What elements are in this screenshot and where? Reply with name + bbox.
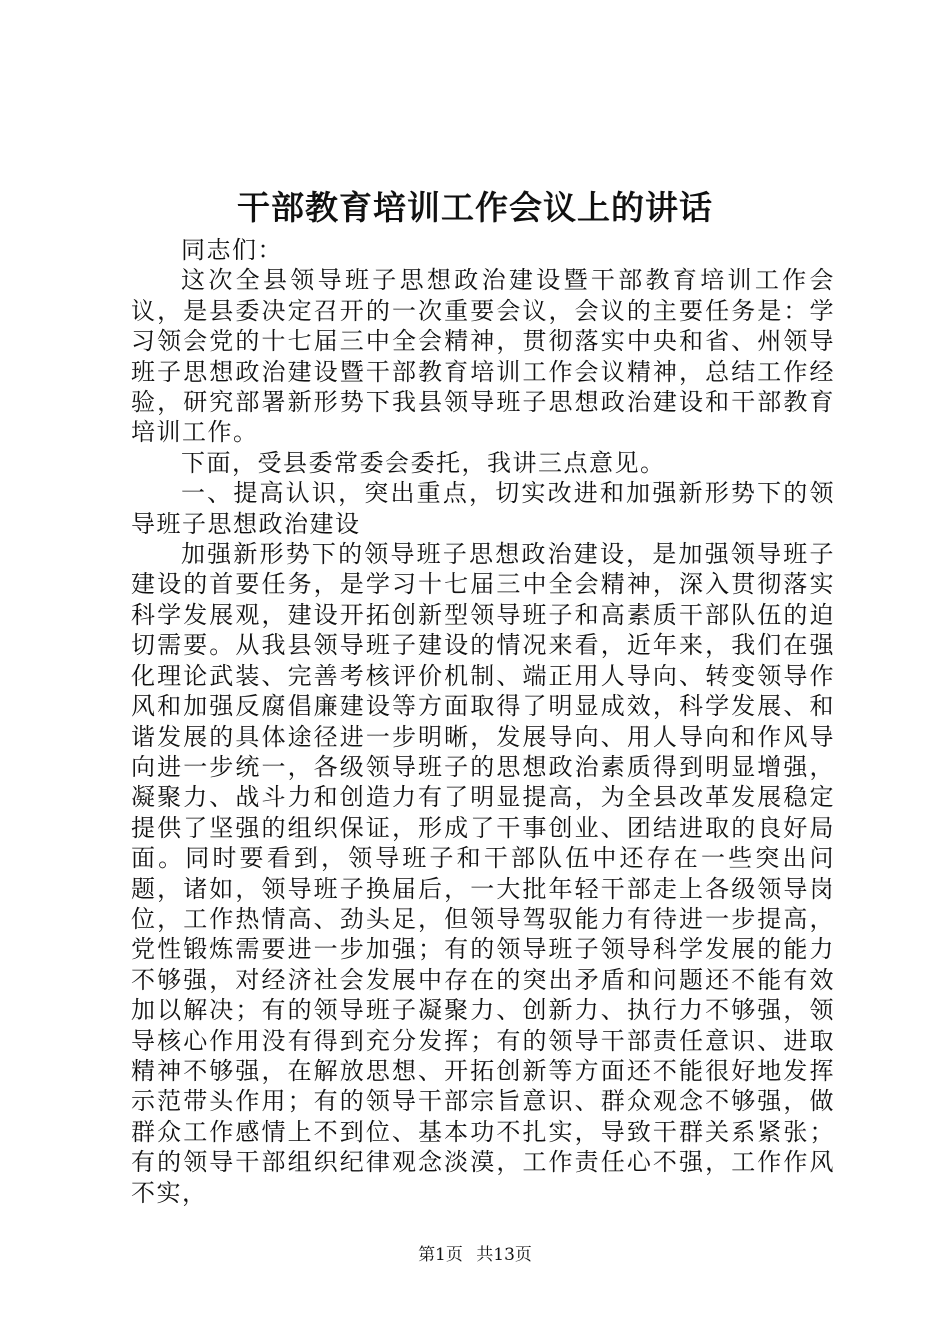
salutation-paragraph: 同志们： <box>181 236 283 264</box>
page-number: 第1页 <box>418 1245 463 1265</box>
intro-paragraph: 这次全县领导班子思想政治建设暨干部教育培训工作会议，是县委决定召开的一次重要会议，会议的主要任务是：学习领会党的十七届三中全会精神，贯彻落实中央和省、州领导班子思想政治建设暨干部教育培训工作会议精神，总结工作经验，研究部署新形势下我县领导班子思想政治建设和干部教育培训工作。 <box>131 266 835 447</box>
document-title: 干部教育培训工作会议上的讲话 <box>237 188 713 227</box>
body-paragraph: 加强新形势下的领导班子思想政治建设，是加强领导班子建设的首要任务，是学习十七届三中全会精神，深入贯彻落实科学发展观，建设开拓创新型领导班子和高素质干部队伍的迫切需要。从我县领导班子建设的情况来看，近年来，我们在强化理论武装、完善考核评价机制、端正用人导向、转变领导作风和加强反腐倡廉建设等方面取得了明显成效，科学发展、和谐发展的具体途径进一步明晰，发展导向、用人导向和作风导向进一步统一，各级领导班子的思想政治素质得到明显增强，凝聚力、战斗力和创造力有了明显提高，为全县改革发展稳定提供了坚强的组织保证，形成了干事创业、团结进取的良好局面。同时要看到，领导班子和干部队伍中还存在一些突出问题，诸如，领导班子换届后，一大批年轻干部走上各级领导岗位，工作热情高、劲头足，但领导驾驭能力有待进一步提高，党性锻炼需要进一步加强；有的领导班子领导科学发展的能力不够强，对经济社会发展中存在的突出矛盾和问题还不能有效加以解决；有的领导班子凝聚力、创新力、执行力不够强，领导核心作用没有得到充分发挥；有的领导干部责任意识、进取精神不够强，在解放思想、开拓创新等方面还不能很好地发挥示范带头作用；有的领导干部宗旨意识、群众观念不够强，做群众工作感情上不到位、基本功不扎实，导致干群关系紧张；有的领导干部组织纪律观念淡漠，工作责任心不强，工作作风不实， <box>131 540 835 1207</box>
page-footer <box>0 1243 950 1267</box>
document-body <box>131 235 835 1208</box>
section-heading-1: 一、提高认识，突出重点，切实改进和加强新形势下的领导班子思想政治建设 <box>131 479 835 538</box>
transition-paragraph: 下面，受县委常委会委托，我讲三点意见。 <box>181 448 666 477</box>
page-total: 共13页 <box>476 1245 532 1265</box>
